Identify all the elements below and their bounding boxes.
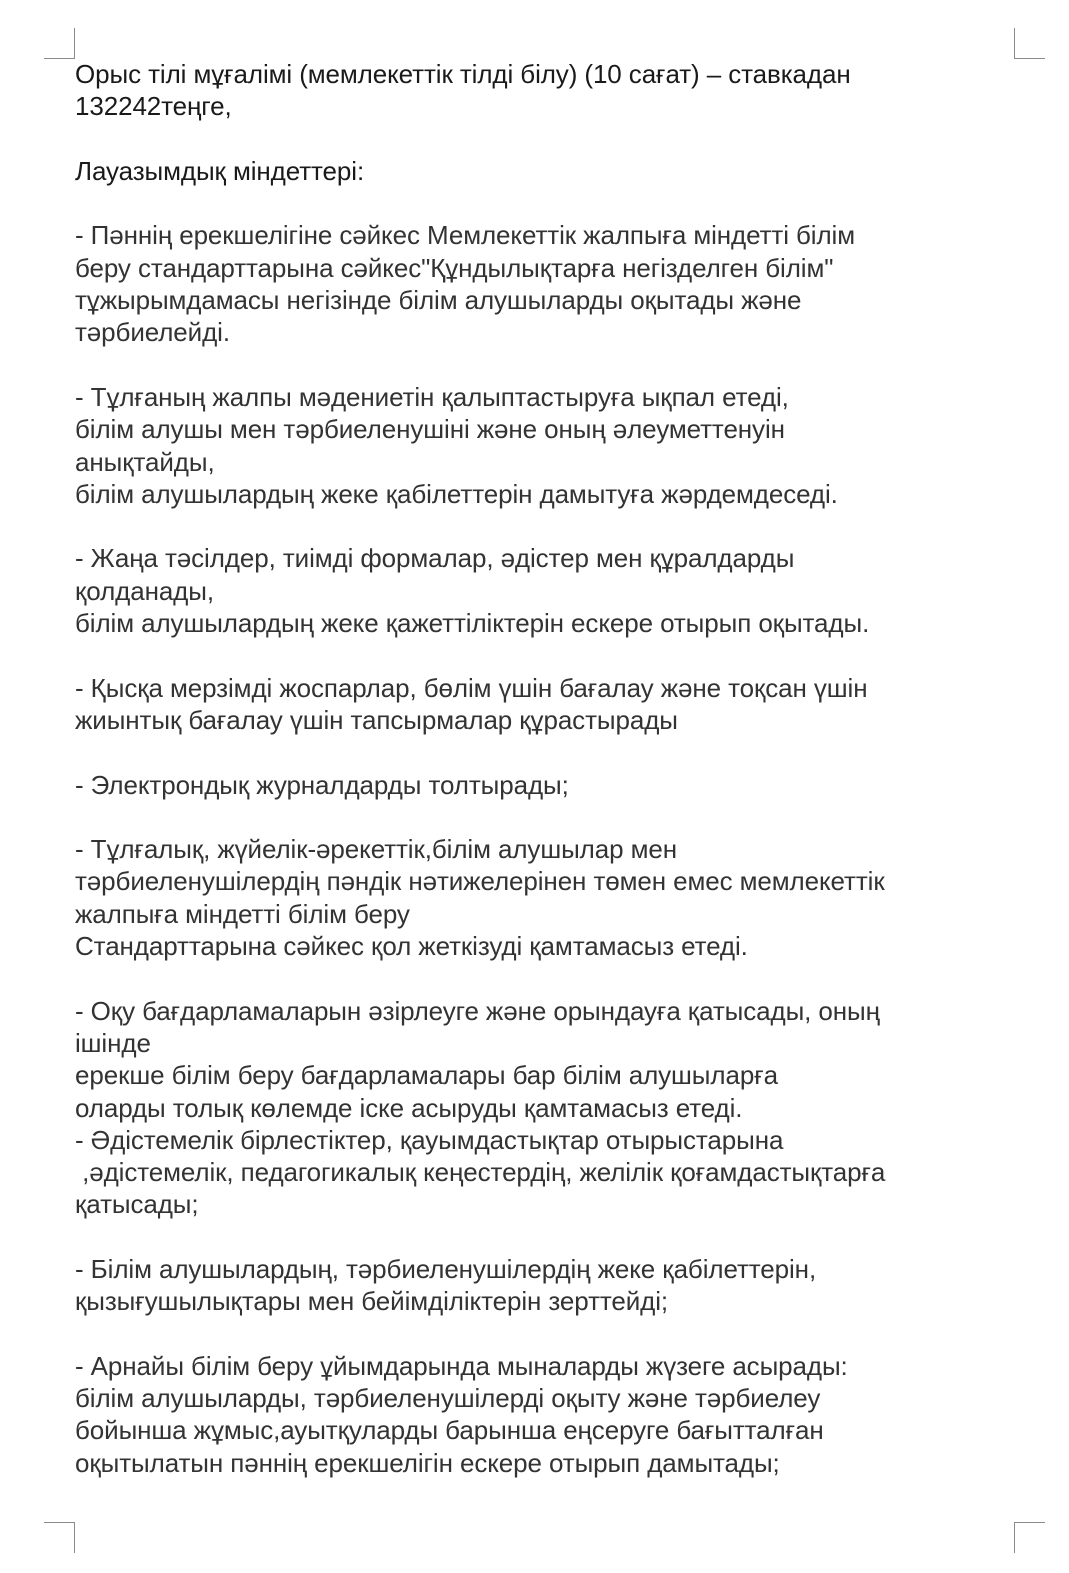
paragraph-line: - Білім алушылардың, тәрбиеленушілердің жеке қабілеттерін, xyxy=(75,1253,817,1284)
paragraph-line: ,әдістемелік, педагогикалық кеңестердің, желілік қоғамдастықтарға xyxy=(75,1157,886,1188)
duty-paragraph xyxy=(75,672,1020,737)
title-line: Орыс тілі мұғалімі (мемлекеттік тілді білу) (10 сағат) – ставкадан xyxy=(75,59,851,89)
document-body xyxy=(75,58,1020,1479)
paragraph-line: тәрбиелейді. xyxy=(75,317,230,348)
paragraph-line: қолданады, xyxy=(75,575,214,606)
paragraph-line: анықтайды, xyxy=(75,446,215,477)
paragraph-line: - Тұлғаның жалпы мәдениетін қалыптастыруға ықпал етеді, xyxy=(75,381,789,412)
paragraph-line: ерекше білім беру бағдарламалары бар білім алушыларға xyxy=(75,1060,778,1091)
duties-heading: Лауазымдық міндеттері: xyxy=(75,155,365,186)
page-corner-mark-top-left xyxy=(44,28,75,59)
paragraph-line: оларды толық көлемде іске асыруды қамтамасыз етеді. xyxy=(75,1092,743,1123)
document-title xyxy=(75,58,1020,123)
paragraph-line: - Оқу бағдарламаларын әзірлеуге және орындауға қатысады, оның xyxy=(75,995,880,1026)
paragraph-line: білім алушы мен тәрбиеленушіні және оның әлеуметтенуін xyxy=(75,414,785,445)
duty-paragraph xyxy=(75,1350,1020,1479)
duty-paragraph xyxy=(75,995,1020,1221)
paragraph-line: - Арнайы білім беру ұйымдарында мыналарды жүзеге асырады: xyxy=(75,1350,848,1381)
duty-paragraph xyxy=(75,542,1020,639)
paragraph-line: жиынтық бағалау үшін тапсырмалар құрастырады xyxy=(75,704,678,735)
paragraph-line: білім алушылардың жеке қабілеттерін дамытуға жәрдемдеседі. xyxy=(75,478,838,509)
paragraph-line: беру стандарттарына сәйкес"Құндылықтарға негізделген білім" xyxy=(75,252,834,283)
page-corner-mark-top-right xyxy=(1014,28,1045,59)
paragraph-line: - Тұлғалық, жүйелік-әрекеттік,білім алушылар мен xyxy=(75,834,677,865)
paragraph-line: оқытылатын пәннің ерекшелігін ескере отырып дамытады; xyxy=(75,1447,780,1478)
paragraph-line: Стандарттарына сәйкес қол жеткізуді қамтамасыз етеді. xyxy=(75,931,748,962)
paragraph-line: қызығушылықтары мен бейімділіктерін зерттейді; xyxy=(75,1286,669,1317)
paragraph-line: білім алушыларды, тәрбиеленушілерді оқыту және тәрбиелеу xyxy=(75,1383,821,1414)
paragraph-line: қатысады; xyxy=(75,1189,199,1220)
duty-paragraph xyxy=(75,833,1020,962)
title-line: 132242теңге, xyxy=(75,91,232,122)
duty-paragraph xyxy=(75,1253,1020,1318)
duty-paragraph xyxy=(75,219,1020,348)
paragraph-line: жалпыға міндетті білім беру xyxy=(75,898,410,929)
paragraph-line: - Қысқа мерзімді жоспарлар, бөлім үшін бағалау және тоқсан үшін xyxy=(75,672,868,703)
paragraph-line: - Электрондық журналдарды толтырады; xyxy=(75,769,569,800)
paragraph-line: ішінде xyxy=(75,1027,151,1058)
paragraph-line: тұжырымдамасы негізінде білім алушыларды оқытады және xyxy=(75,285,802,316)
duty-paragraph xyxy=(75,381,1020,510)
page-corner-mark-bottom-right xyxy=(1014,1522,1045,1553)
duty-paragraph xyxy=(75,769,1020,801)
paragraph-line: тәрбиеленушілердің пәндік нәтижелерінен төмен емес мемлекеттік xyxy=(75,866,885,897)
paragraph-line: - Пәннің ерекшелігіне сәйкес Мемлекеттік жалпыға міндетті білім xyxy=(75,220,856,251)
paragraph-line: - Жаңа тәсілдер, тиімді формалар, әдістер мен құралдарды xyxy=(75,543,795,574)
paragraph-line: білім алушылардың жеке қажеттіліктерін ескере отырып оқытады. xyxy=(75,608,870,639)
paragraph-line: - Әдістемелік бірлестіктер, қауымдастықтар отырыстарына xyxy=(75,1124,784,1155)
paragraph-line: бойынша жұмыс,ауытқуларды барынша еңсеруге бағытталған xyxy=(75,1415,824,1446)
page-corner-mark-bottom-left xyxy=(44,1522,75,1553)
